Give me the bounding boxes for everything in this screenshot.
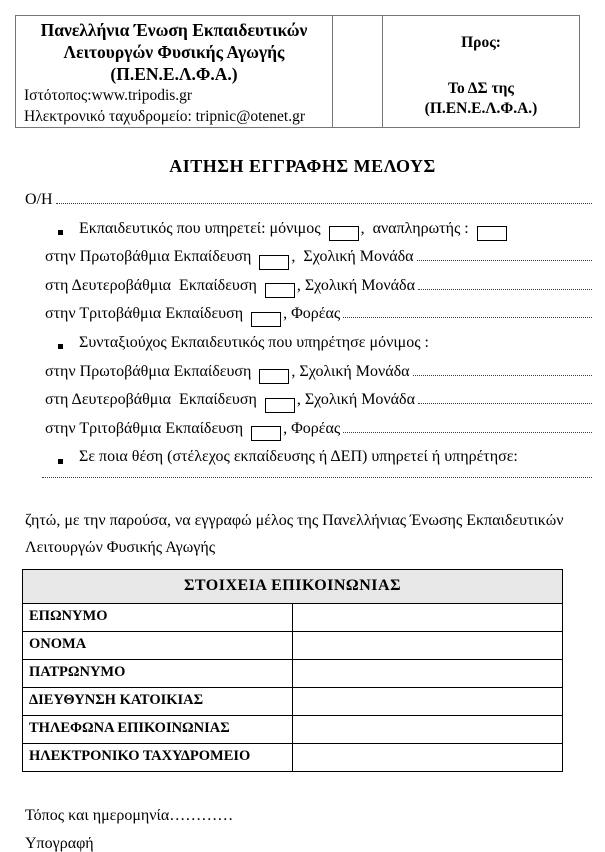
fillin-retired-foreas[interactable]: [343, 432, 592, 433]
statement-line1: ζητώ, με την παρούσα, να εγγραφώ μέλος της Πανελλήνιας Ένωσης Εκπαιδευτικών: [25, 511, 564, 529]
statement-line2: Λειτουργών Φυσικής Αγωγής: [25, 539, 216, 557]
fillin-teacher-primary-unit[interactable]: [417, 260, 592, 261]
retired-tertiary-foreas-label: , Φορέας: [283, 419, 341, 437]
checkbox-retired-secondary[interactable]: [265, 398, 295, 413]
retired-primary-unit-label: , Σχολική Μονάδα: [291, 362, 410, 380]
retired-primary-label: στην Πρωτοβάθμια Εκπαίδευση: [45, 362, 252, 380]
org-name-line1: Πανελλήνια Ένωση Εκπαιδευτικών: [40, 20, 308, 40]
form-body: [25, 191, 592, 562]
label-ilektroniko-taxydromeio: ΗΛΕΚΤΡΟΝΙΚΟ ΤΑΧΥΔΡΟΜΕΙΟ: [23, 743, 293, 771]
label-patronymo: ΠΑΤΡΩΝΥΜΟ: [23, 659, 293, 687]
bullet-square-icon: [58, 230, 63, 235]
retired-tertiary-label: στην Τριτοβάθμια Εκπαίδευση: [45, 419, 244, 437]
fillin-applicant-name[interactable]: [56, 203, 592, 204]
fillin-retired-secondary-unit[interactable]: [418, 403, 592, 404]
cell-email-value[interactable]: [293, 743, 563, 771]
cell-tilefona-value[interactable]: [293, 715, 563, 743]
table-row: [23, 743, 563, 771]
label-onoma: ΟΝΟΜΑ: [23, 631, 293, 659]
cell-onoma-value[interactable]: [293, 631, 563, 659]
org-name-line3: (Π.ΕΝ.Ε.Λ.Φ.Α.): [110, 64, 238, 84]
checkbox-teacher-primary[interactable]: [259, 255, 289, 270]
retired-secondary-row: [25, 391, 592, 420]
retired-primary-row: [25, 363, 592, 392]
retired-secondary-unit-label: , Σχολική Μονάδα: [296, 391, 415, 409]
checkbox-teacher-secondary[interactable]: [265, 283, 295, 298]
table-row: [23, 715, 563, 743]
applicant-name-line: [25, 191, 592, 220]
bullet-square-icon: [58, 344, 63, 349]
table-row: [23, 631, 563, 659]
checkbox-retired-primary[interactable]: [259, 369, 289, 384]
label-dieythynsi-katoikias: ΔΙΕΥΘΥΝΣΗ ΚΑΤΟΙΚΙΑΣ: [23, 687, 293, 715]
teacher-tertiary-label: στην Τριτοβάθμια Εκπαίδευση: [45, 305, 244, 323]
teacher-secondary-row: [25, 277, 592, 306]
teacher-status-label2: , αναπληρωτής :: [360, 219, 469, 237]
checkbox-teacher-tertiary[interactable]: [251, 312, 281, 327]
header-table: [15, 15, 580, 128]
cell-patronymo-value[interactable]: [293, 659, 563, 687]
checkbox-anaplirotis[interactable]: [477, 226, 507, 241]
addressee-cell: [383, 16, 579, 127]
teacher-secondary-unit-label: , Σχολική Μονάδα: [296, 276, 415, 294]
teacher-secondary-label: στη Δευτεροβάθμια Εκπαίδευση: [45, 276, 257, 294]
retired-tertiary-row: [25, 420, 592, 449]
retired-status-line: [25, 334, 592, 363]
teacher-primary-label: στην Πρωτοβάθμια Εκπαίδευση: [45, 248, 252, 266]
page-title: ΑΙΤΗΣΗ ΕΓΓΡΑΦΗΣ ΜΕΛΟΥΣ: [169, 156, 436, 176]
to-label: Προς:: [461, 34, 501, 51]
org-info-cell: [16, 16, 333, 127]
teacher-tertiary-foreas-label: , Φορέας: [283, 305, 341, 323]
contact-details-table: [22, 569, 563, 772]
contact-table-title: ΣΤΟΙΧΕΙΑ ΕΠΙΚΟΙΝΩΝΙΑΣ: [23, 569, 563, 603]
membership-statement: [25, 507, 585, 562]
retired-status-label: Συνταξιούχος Εκπαιδευτικός που υπηρέτησε μόνιμος :: [79, 333, 429, 351]
fillin-position[interactable]: [42, 477, 592, 478]
fillin-retired-primary-unit[interactable]: [413, 375, 592, 376]
applicant-prefix: Ο/Η: [25, 191, 53, 208]
org-name-line2: Λειτουργών Φυσικής Αγωγής: [63, 42, 285, 62]
signature-line: Υπογραφή: [25, 834, 94, 852]
cell-eponymo-value[interactable]: [293, 603, 563, 631]
position-line: [25, 448, 592, 477]
to-line1: Το ΔΣ της: [448, 80, 514, 97]
label-eponymo: ΕΠΩΝΥΜΟ: [23, 603, 293, 631]
org-website: Ιστότοπος:www.tripodis.gr: [24, 87, 193, 104]
teacher-primary-row: [25, 248, 592, 277]
teacher-status-line: [25, 220, 592, 249]
header-spacer-cell: [333, 16, 383, 127]
retired-secondary-label: στη Δευτεροβάθμια Εκπαίδευση: [45, 391, 257, 409]
table-row: [23, 659, 563, 687]
teacher-primary-unit-label: , Σχολική Μονάδα: [291, 248, 414, 266]
cell-dieythynsi-value[interactable]: [293, 687, 563, 715]
position-fillin-line: [25, 477, 592, 506]
checkbox-monimos[interactable]: [329, 226, 359, 241]
table-row: [23, 603, 563, 631]
checkbox-retired-tertiary[interactable]: [251, 426, 281, 441]
place-date-line: Τόπος και ημερομηνία…………: [25, 806, 234, 824]
to-line2: (Π.ΕΝ.Ε.Λ.Φ.Α.): [424, 100, 538, 117]
position-label: Σε ποια θέση (στέλεχος εκπαίδευσης ή ΔΕΠ) υπηρετεί ή υπηρέτησε:: [79, 448, 518, 466]
fillin-teacher-foreas[interactable]: [343, 317, 592, 318]
org-email: Ηλεκτρονικό ταχυδρομείο: tripnic@otenet.gr: [24, 108, 306, 125]
fillin-teacher-secondary-unit[interactable]: [418, 289, 592, 290]
teacher-tertiary-row: [25, 305, 592, 334]
footer: [25, 802, 605, 852]
label-tilefona: ΤΗΛΕΦΩΝΑ ΕΠΙΚΟΙΝΩΝΙΑΣ: [23, 715, 293, 743]
bullet-square-icon: [58, 459, 63, 464]
table-row: [23, 687, 563, 715]
teacher-status-label: Εκπαιδευτικός που υπηρετεί: μόνιμος: [79, 219, 321, 237]
